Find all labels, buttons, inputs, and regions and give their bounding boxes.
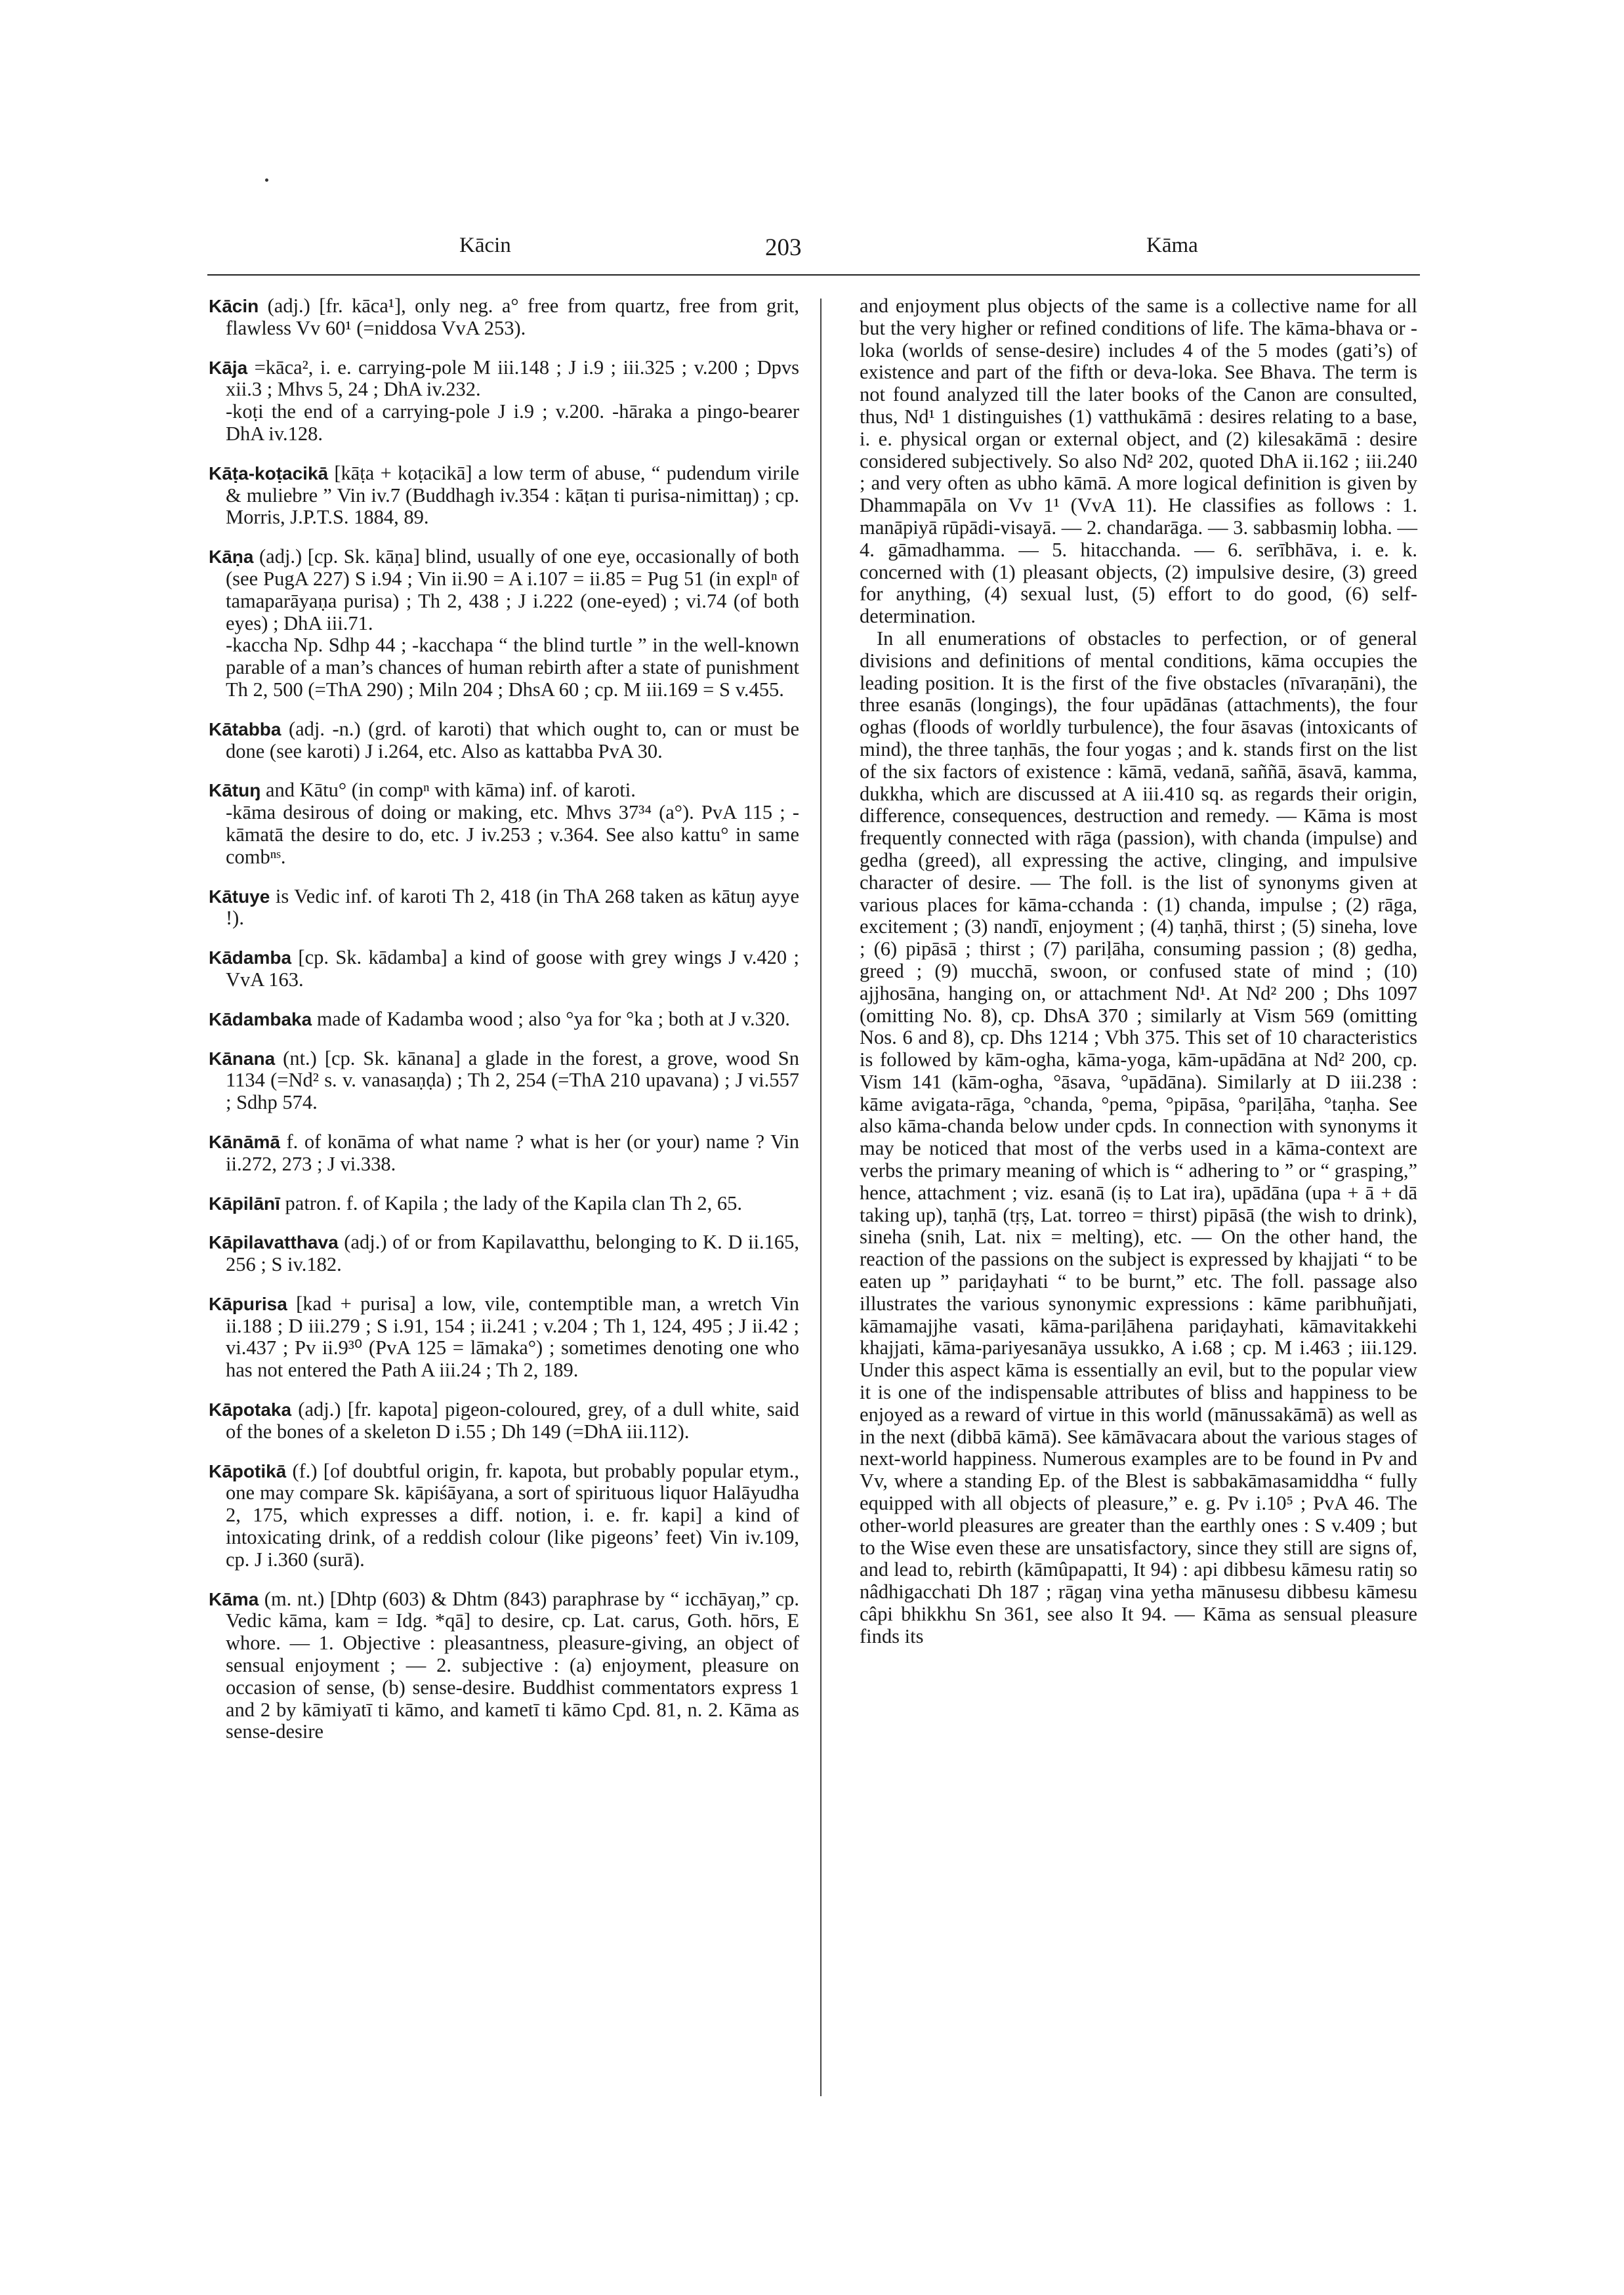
entry-definition: [cp. Sk. kādamba] a kind of goose with grey wings J v.420 ; VvA 163. (226, 946, 799, 991)
dictionary-entry (209, 463, 799, 529)
header-right-guideword: Kāma (1146, 234, 1198, 257)
entry-definition: and Kātu° (in compⁿ with kāma) inf. of karoti. (260, 779, 636, 802)
entry-headword: Kāpilavatthava (209, 1232, 339, 1253)
entry-definition: (adj.) [cp. Sk. kāṇa] blind, usually of one eye, occasionally of both (see PugA 227) S i.94 ; Vin ii.90 = A i.107 = ii.85 = Pug 51 (in explⁿ of tamaparāyaṇa purisa) ; Th 2, 438 ; J i.222 (one-eyed) ; vi.74 (of both eyes) ; DhA iii.71. (226, 545, 799, 634)
column-divider (820, 299, 822, 2096)
right-column (860, 295, 1417, 1648)
entry-definition: [kad + purisa] a low, vile, contemptible man, a wretch Vin ii.188 ; D iii.279 ; S i.91, 154 ; ii.241 ; v.204 ; Th 1, 124, 495 ; J ii.42 ; vi.437 ; Pv ii.9³⁰ (PvA 125 = lāmaka°) ; sometimes denoting one who has not entered the Path A iii.24 ; Th 2, 189. (226, 1292, 799, 1382)
entry-compounds: -koṭi the end of a carrying-pole J i.9 ; v.200. -hāraka a pingo-bearer DhA iv.128. (226, 400, 799, 445)
print-speck (265, 178, 268, 182)
entry-headword: Kātuye (209, 886, 270, 907)
entry-definition: (adj.) [fr. kapota] pigeon-coloured, grey, of a dull white, said of the bones of a skeleton D i.55 ; Dh 149 (=DhA iii.112). (226, 1398, 799, 1443)
entry-headword: Kāṇa (209, 547, 254, 568)
entry-definition: [kāṭa + koṭacikā] a low term of abuse, “ pudendum virile & muliebre ” Vin iv.7 (Buddhagh iv.354 : kāṭan ti purisa-nimittaŋ) ; cp. Morris, J.P.T.S. 1884, 89. (226, 461, 799, 529)
entry-headword: Kātabba (209, 718, 281, 739)
entry-headword: Kātuŋ (209, 780, 261, 801)
dictionary-entry (209, 886, 799, 930)
entry-definition: f. of konāma of what name ? what is her (or your) name ? Vin ii.272, 273 ; J vi.338. (226, 1130, 799, 1175)
dictionary-entry (209, 947, 799, 991)
entry-definition: made of Kadamba wood ; also °ya for °ka ; both at J v.320. (312, 1007, 791, 1030)
dictionary-entry (209, 779, 799, 868)
entry-headword: Kācin (209, 296, 259, 316)
entry-headword: Kāpurisa (209, 1293, 287, 1314)
dictionary-entry (209, 1460, 799, 1571)
entry-headword: Kādamba (209, 947, 292, 968)
dictionary-entry (209, 1293, 799, 1382)
entry-definition: patron. f. of Kapila ; the lady of the Kapila clan Th 2, 65. (280, 1191, 743, 1214)
entry-definition: (m. nt.) [Dhtp (603) & Dhtm (843) paraphrase by “ icchāyaŋ,” cp. Vedic kāma, kam = Idg. *qā] to desire, cp. Lat. carus, Goth. hōrs, E whore. — 1. Objective : pleasantness, pleasure-giving, an object of sensual enjoyment ; — 2. subjective : (a) enjoyment, pleasure on occasion of sense, (b) sense-desire. Buddhist commentators express 1 and 2 by kāmiyatī ti kāmo, and kametī ti kāmo Cpd. 81, n. 2. Kāma as sense-desire (226, 1587, 799, 1743)
dictionary-entry (209, 1131, 799, 1176)
entry-compounds: -kāma desirous of doing or making, etc. Mhvs 37³⁴ (a°). PvA 115 ; -kāmatā the desire to do, etc. J iv.253 ; v.364. See also kattu° in same combⁿˢ. (226, 801, 799, 868)
dictionary-entry (209, 295, 799, 340)
entry-compounds: -kaccha Np. Sdhp 44 ; -kacchapa “ the blind turtle ” in the well-known parable of a man’s chances of human rebirth after a state of punishment Th 2, 500 (=ThA 290) ; Miln 204 ; DhsA 60 ; cp. M iii.169 = S v.455. (226, 634, 799, 701)
dictionary-entry (209, 1399, 799, 1443)
running-header (0, 230, 1624, 269)
dictionary-entry (209, 546, 799, 701)
entry-definition: is Vedic inf. of karoti Th 2, 418 (in ThA 268 taken as kātuŋ ayye !). (226, 884, 799, 930)
page-number: 203 (765, 234, 802, 261)
entry-definition: (adj.) [fr. kāca¹], only neg. a° free from quartz, free from grit, flawless Vv 60¹ (=niddosa VvA 253). (226, 295, 799, 339)
entry-headword: Kāja (209, 357, 248, 378)
entry-definition: (f.) [of doubtful origin, fr. kapota, but probably popular etym., one may compare Sk. kāpiśāyana, a sort of spirituous liquor Halāyudha 2, 175, which expresses a diff. notion, i. e. fr. kapi] a kind of intoxicating drink, of a reddish colour (like pigeons’ feet) Vin iv.109, cp. J i.360 (surā). (226, 1459, 799, 1571)
entry-headword: Kānāmā (209, 1131, 280, 1152)
dictionary-entry (209, 357, 799, 445)
entry-definition: (adj.) of or from Kapilavatthu, belonging to K. D ii.165, 256 ; S iv.182. (226, 1231, 799, 1276)
continuation-paragraph: In all enumerations of obstacles to perfection, or of general divisions and definitions of mental conditions, kāma occupies the leading position. It is the first of the five obstacles (nīvaraṇāni), the three esanās (longings), the four upādānas (attachments), the four oghas (floods of worldly turbulence), the four āsavas (intoxicants of mind), the three taṇhās, the four yogas ; and k. stands first on the list of the six factors of existence : kāmā, vedanā, saññā, āsavā, kamma, dukkha, which are discussed at A iii.410 sq. as regards their origin, difference, consequences, destruction and remedy. — Kāma is most frequently connected with rāga (passion), with chanda (impulse) and gedha (greed), all expressing the active, clinging, and impulsive character of desire. — The foll. is the list of synonyms given at various places for kāma-cchanda : (1) chanda, impulse ; (2) rāga, excitement ; (3) nandī, enjoyment ; (4) taṇhā, thirst ; (5) sineha, love ; (6) pipāsā ; thirst ; (7) pariḷāha, consuming passion ; (8) gedha, greed ; (9) mucchā, swoon, or confused state of mind ; (10) ajjhosāna, hanging on, or attachment Nd¹. At Nd² 200 ; Dhs 1097 (omitting No. 8), cp. DhsA 370 ; similarly at Vism 569 (omitting Nos. 6 and 8), cp. Dhs 1214 ; Vbh 375. This set of 10 characteristics is followed by kām-ogha, kāma-yoga, kām-upādāna at Nd² 200, cp. Vism 141 (kām-ogha, °āsava, °upādāna). Similarly at D iii.238 : kāme avigata-rāga, °chanda, °pema, °pipāsa, °pariḷāha, °taṇha. See also kāma-chanda below under cpds. In connection with synonyms it may be noticed that most of the verbs used in a kāma-context are verbs the primary meaning of which is “ adhering to ” or “ grasping,” hence, attachment ; viz. esanā (iṣ to Lat ira), upādāna (upa + ā + dā taking up), taṇhā (tṛṣ, Lat. torreo = thirst) pipāsā (the wish to drink), sineha (snih, Lat. nix = melting), etc. — On the other hand, the reaction of the passions on the subject is expressed by khajjati “ to be eaten up ” pariḍayhati “ to be burnt,” etc. The foll. passage also illustrates the various synonymic expressions : kāme paribhuñjati, kāmamajjhe vasati, kāma-pariḷāhena pariḍayhati, kāmavitakkehi khajjati, kāma-pariyesanāya ussukko, A i.68 ; cp. M i.463 ; iii.129. Under this aspect kāma is essentially an evil, but to the popular view it is one of the indispensable attributes of bliss and happiness to be enjoyed as a reward of virtue in this world (mānussakāmā) as well as in the next (dibbā kāmā). See kāmāvacara about the various stages of next-world happiness. Numerous examples are to be found in Pv and Vv, where a standing Ep. of the Blest is sabbakāmasamiddha “ fully equipped with all objects of pleasure,” e. g. Pv i.10⁵ ; PvA 46. The other-world pleasures are greater than the earthly ones : S v.409 ; but to the Wise even these are unsatisfactory, since they still are signs of, and lead to, rebirth (kāmûpapatti, It 94) : api dibbesu kāmesu ratiŋ so nâdhigacchati Dh 187 ; rāgaŋ vina yetha mānusesu dibbesu kāmesu câpi bhikkhu Sn 361, see also It 94. — Kāma as sensual pleasure finds its (860, 627, 1417, 1647)
dictionary-entry (209, 1193, 799, 1215)
dictionary-entry (209, 1008, 799, 1031)
continuation-paragraph: and enjoyment plus objects of the same is a collective name for all but the very higher or refined conditions of life. The kāma-bhava or -loka (worlds of sense-desire) includes 4 of the 5 modes (gati’s) of existence and part of the fifth or deva-loka. See Bhava. The term is not found analyzed till the later books of the Canon are consulted, thus, Nd¹ 1 distinguishes (1) vatthukāmā : desires relating to a base, i. e. physical organ or external object, and (2) kilesakāmā : desire considered subjectively. So also Nd² 202, quoted DhA ii.162 ; iii.240 ; and very often as ubho kāmā. A more logical definition is given by Dhammapāla on Vv 1¹ (VvA 11). He classifies as follows : 1. manāpiyā rūpādi-visayā. — 2. chandarāga. — 3. sabbasmiŋ lobha. — 4. gāmadhamma. — 5. hitacchanda. — 6. serībhāva, i. e. k. concerned with (1) pleasant objects, (2) impulsive desire, (3) greed for anything, (4) sexual lust, (5) effort to do good, (6) self-determination. (860, 295, 1417, 628)
dictionary-entry (209, 1588, 799, 1744)
dictionary-entry (209, 718, 799, 763)
entry-definition: (nt.) [cp. Sk. kānana] a glade in the forest, a grove, wood Sn 1134 (=Nd² s. v. vanasaṇḍa) ; Th 2, 254 (=ThA 210 upavana) ; J vi.557 ; Sdhp 574. (226, 1046, 799, 1114)
entry-headword: Kāpotaka (209, 1399, 292, 1420)
entry-definition: =kāca², i. e. carrying-pole M iii.148 ; J i.9 ; iii.325 ; v.200 ; Dpvs xii.3 ; Mhvs 5, 24 ; DhA iv.232. (226, 356, 799, 401)
entry-definition: (adj. -n.) (grd. of karoti) that which ought to, can or must be done (see karoti) J i.264, etc. Also as kattabba PvA 30. (226, 717, 799, 762)
entry-headword: Kādambaka (209, 1008, 312, 1029)
header-left-guideword: Kācin (459, 234, 511, 257)
dictionary-entry (209, 1048, 799, 1114)
dictionary-entry (209, 1231, 799, 1276)
left-column (209, 295, 799, 1760)
entry-headword: Kānana (209, 1048, 276, 1069)
entry-headword: Kāṭa-koṭacikā (209, 463, 329, 484)
entry-headword: Kāpilānī (209, 1193, 280, 1214)
header-rule (207, 274, 1420, 276)
entry-headword: Kāma (209, 1588, 259, 1609)
entry-headword: Kāpotikā (209, 1460, 287, 1481)
